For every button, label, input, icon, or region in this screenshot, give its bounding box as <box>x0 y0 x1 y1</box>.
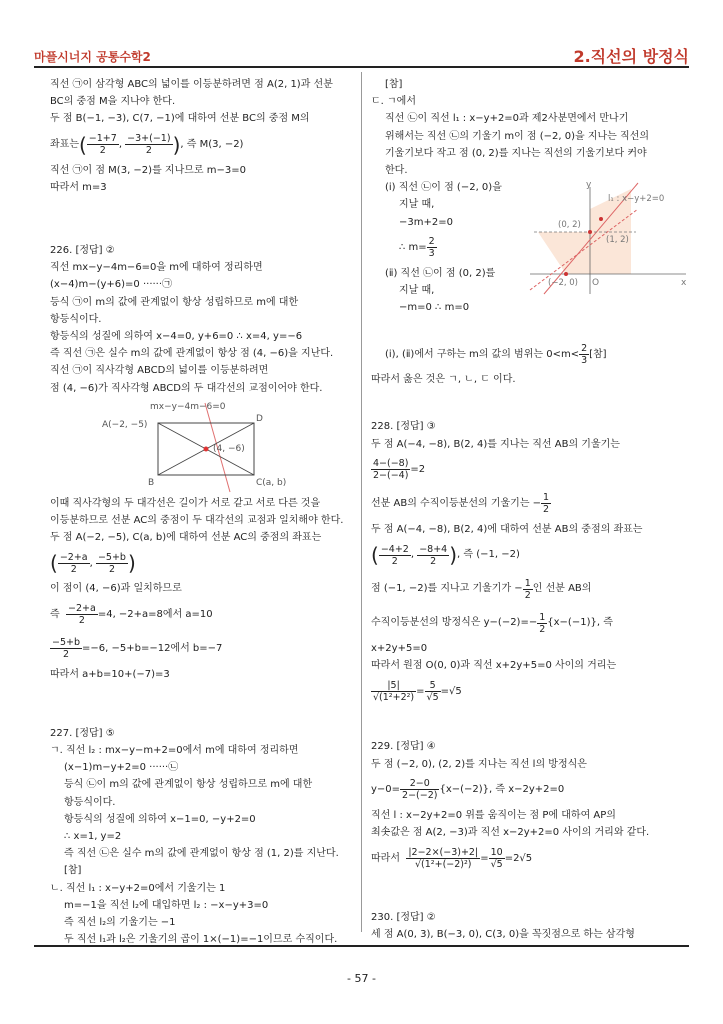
text-line: 즉 직선 ㉠은 실수 m의 값에 관계없이 항상 점 (4, −6)을 지난다. <box>50 348 334 360</box>
text-line: 지날 때, <box>399 199 435 211</box>
case1-result: ∴ m= $\frac{2}{3}$ <box>399 236 435 260</box>
text-line: m=−1을 직선 l₂에 대입하면 l₂ : −x−y+3=0 <box>64 899 269 911</box>
text-line: 따라서 옳은 것은 ㄱ, ㄴ, ㄷ 이다. <box>371 374 516 386</box>
text-line: 기울기보다 작고 점 (0, 2)를 지나는 직선의 기울기보다 커야 <box>385 147 647 159</box>
text-line: 항등식이다. <box>64 796 116 808</box>
point-12 <box>599 217 603 221</box>
text-line: [참] <box>64 865 82 877</box>
center-point <box>204 446 209 451</box>
fraction: $\frac{2-0}{2-(-2)}$ <box>402 778 438 802</box>
text-line: 항등식의 성질에 의하여 x−1=0, −y+2=0 <box>64 813 256 825</box>
fraction: $\frac{-3+(-1)}{2}$ <box>127 133 171 157</box>
label-center: (4, −6) <box>213 443 245 454</box>
text-line: 직선 ㉡이 직선 l₁ : x−y+2=0과 제2사분면에서 만나기 <box>385 113 629 125</box>
text-line: 항등식이다. <box>50 313 102 325</box>
text-line: 두 점 (−2, 0), (2, 2)를 지나는 직선 l의 방정식은 <box>371 758 587 770</box>
text-line: 직선 ㉠이 직사각형 ABCD의 넓이를 이등분하려면 <box>50 365 269 377</box>
page-number: - 57 - <box>347 972 376 985</box>
label-y: y <box>586 180 592 191</box>
text-line: 등식 ㉠이 m의 값에 관계없이 항상 성립하므로 m에 대한 <box>50 296 299 308</box>
fraction: $\frac{-8+4}{2}$ <box>419 543 448 567</box>
text-line: 두 점 B(−1, −3), C(7, −1)에 대하여 선분 BC의 중점 M의 <box>50 113 310 125</box>
ac-midpoint: ( $\frac{-2+a}{2}$ , $\frac{-5+b}{2}$ ) <box>50 551 136 576</box>
label-c: C(a, b) <box>256 477 287 488</box>
label-d: D <box>256 413 263 424</box>
line-through-midpoint: 점 (−1, −2)를 지나고 기울기가 − $\frac{1}{2}$ 인 선분 AB의 <box>371 577 592 601</box>
header-right-title: 2.직선의 방정식 <box>573 47 689 66</box>
fraction: $\frac{-2+a}{2}$ <box>59 551 88 575</box>
point-02 <box>588 230 592 234</box>
text-line: 따라서 m=3 <box>50 181 107 193</box>
line-l-eq: y−0= $\frac{2-0}{2-(-2)}$ {x−(−2)}, 즉 x−2y+2=0 <box>371 778 565 802</box>
midpoint-equation: 좌표는 ( $\frac{-1+7}{2}$ , $\frac{-3+(-1)}{2}$ ) , 즉 M(3, −2) <box>50 132 244 157</box>
range-result: (ⅰ), (ⅱ)에서 구하는 m의 값의 범위는 0<m< $\frac{2}{3}$ [참] <box>385 342 607 366</box>
header-left-title: 마플시너지 공통수학2 <box>34 50 151 64</box>
text-line: (ⅱ) 직선 ㉡이 점 (0, 2)를 <box>385 267 496 279</box>
fraction: $\frac{1}{2}$ <box>543 492 550 516</box>
label-m20: (−2, 0) <box>548 278 578 289</box>
text-line: 세 점 A(0, 3), B(−3, 0), C(3, 0)을 꼭짓점으로 하는 삼각형 <box>371 929 635 941</box>
text-line: 항등식의 성질에 의하여 x−4=0, y+6=0 ∴ x=4, y=−6 <box>50 331 303 343</box>
text-line: ㄴ. 직선 l₁ : x−y+2=0에서 기울기는 1 <box>50 882 226 894</box>
fig-equation: mx−y−4m−6=0 <box>150 401 226 412</box>
text-line: −3m+2=0 <box>399 216 453 228</box>
fraction: $\frac{-2+a}{2}$ <box>68 603 96 627</box>
problem-230-title: 230. [정답] ② <box>371 912 436 924</box>
text-line: ㄷ. ㄱ에서 <box>371 96 416 108</box>
fraction: $\frac{5}{√5}$ <box>426 679 439 703</box>
fraction: $\frac{-1+7}{2}$ <box>88 133 117 157</box>
problem-228-title: 228. [정답] ③ <box>371 421 436 433</box>
text-line: (ⅰ) 직선 ㉡이 점 (−2, 0)을 <box>385 182 502 194</box>
label-x: x <box>681 278 687 289</box>
coordinate-graph <box>526 179 691 299</box>
fraction: $\frac{|2-2\times(-3)+2|}{\text{√(1²+(−2)²)}}$ <box>408 846 479 870</box>
fraction: $\frac{10}{√5}$ <box>490 846 503 870</box>
label-12: (1, 2) <box>606 235 629 246</box>
text-line: 직선 l : x−2y+2=0 위를 움직이는 점 P에 대하여 AP의 <box>371 809 616 821</box>
min-distance: 따라서 $\frac{|2-2\times(-3)+2|}{\text{√(1²+(−2)²)}}$ = $\frac{10}{√5}$ =2√5 <box>371 846 533 870</box>
text-line: 이등분하므로 선분 AC의 중점이 두 대각선의 교점과 일치해야 한다. <box>50 515 344 527</box>
text-line: 지날 때, <box>399 285 435 297</box>
perp-slope: 선분 AB의 수직이등분선의 기울기는 − $\frac{1}{2}$ <box>371 492 550 516</box>
rectangle-figure <box>50 397 350 495</box>
text-line: [참] <box>385 79 403 90</box>
text-line: 이때 직사각형의 두 대각선은 길이가 서로 같고 서로 다른 것을 <box>50 497 321 509</box>
text-line: x+2y+5=0 <box>371 643 428 655</box>
text-line: 두 직선 l₁과 l₂은 기울기의 곱이 1×(−1)=−1이므로 수직이다. <box>64 934 338 946</box>
fraction: $\frac{2}{3}$ <box>428 236 435 260</box>
text-line: ∴ x=1, y=2 <box>64 831 122 843</box>
text-line: 즉 직선 l₂의 기울기는 −1 <box>64 917 176 929</box>
fraction: $\frac{4-(-8)}{2-(-4)}$ <box>373 458 409 482</box>
fraction: $\frac{1}{2}$ <box>539 611 546 635</box>
text-line: 이 점이 (4, −6)과 일치하므로 <box>50 583 182 595</box>
label-o: O <box>592 278 600 289</box>
text-line: 등식 ㉡이 m의 값에 관계없이 항상 성립하므로 m에 대한 <box>64 779 313 791</box>
text-line: 한다. <box>385 165 408 177</box>
text-line: 위해서는 직선 ㉡의 기울기 m이 점 (−2, 0)을 지나는 직선의 <box>385 130 649 142</box>
fraction: $\frac{-4+2}{2}$ <box>380 543 409 567</box>
left-column <box>50 76 350 949</box>
fraction: $\frac{1}{2}$ <box>524 577 531 601</box>
text-line: 직선 ㉠이 점 M(3, −2)를 지나므로 m−3=0 <box>50 164 246 176</box>
label-a: A(−2, −5) <box>102 419 148 430</box>
label-02: (0, 2) <box>558 220 581 231</box>
text-line: 따라서 원점 O(0, 0)과 직선 x+2y+5=0 사이의 거리는 <box>371 660 617 672</box>
slope-ab: $\frac{4-(-8)}{2-(-4)}$ =2 <box>373 458 426 482</box>
text-line: 두 점 A(−4, −8), B(2, 4)를 지나는 직선 AB의 기울기는 <box>371 438 620 450</box>
problem-227-title: 227. [정답] ⑤ <box>50 727 115 739</box>
fraction: $\frac{-5+b}{2}$ <box>97 551 126 575</box>
fraction: $\frac{2}{3}$ <box>581 342 588 366</box>
text-line: −m=0 ∴ m=0 <box>399 302 470 314</box>
text-line: (x−4)m−(y+6)=0 ······㉠ <box>50 279 173 291</box>
fraction: $\frac{|5|}{\text{√(1²+2²)}}$ <box>373 679 415 703</box>
ab-midpoint: ( $\frac{-4+2}{2}$ , $\frac{-8+4}{2}$ ) , 즉 (−1, −2) <box>371 543 520 568</box>
equation-b: $\frac{-5+b}{2}$ =−6, −5+b=−12에서 b=−7 <box>52 637 223 661</box>
problem-226-title: 226. [정답] ② <box>50 245 115 257</box>
fraction: $\frac{-5+b}{2}$ <box>52 637 80 661</box>
text-line: 즉 직선 ㉡은 실수 m의 값에 관계없이 항상 점 (1, 2)를 지난다. <box>64 848 339 860</box>
text-line: 최솟값은 점 A(2, −3)과 직선 x−2y+2=0 사이의 거리와 같다. <box>371 827 650 839</box>
rectangle-diagram <box>50 397 350 495</box>
problem-229-title: 229. [정답] ④ <box>371 741 436 753</box>
label-b: B <box>148 477 155 488</box>
text-line: 직선 mx−y−4m−6=0을 m에 대하여 정리하면 <box>50 262 263 274</box>
text-line: (x−1)m−y+2=0 ······㉡ <box>64 762 179 774</box>
distance-result: $\frac{|5|}{\text{√(1²+2²)}}$ = $\frac{5}{√5}$ =√5 <box>373 679 462 703</box>
point-m20 <box>564 272 568 276</box>
perp-bisector-eq: 수직이등분선의 방정식은 y−(−2)=− $\frac{1}{2}$ {x−(−1)}, 즉 <box>371 611 613 635</box>
text-line: 두 점 A(−2, −5), C(a, b)에 대하여 선분 AC의 중점의 좌표는 <box>50 532 322 544</box>
text-line: 두 점 A(−4, −8), B(2, 4)에 대하여 선분 AB의 중점의 좌표는 <box>371 523 643 535</box>
label-l1: l₁ : x−y+2=0 <box>608 194 665 205</box>
right-column <box>371 76 691 944</box>
text-line: BC의 중점 M을 지나야 한다. <box>50 96 176 108</box>
text-line: 따라서 a+b=10+(−7)=3 <box>50 668 170 680</box>
header-rule <box>34 66 689 68</box>
case-block <box>371 179 691 337</box>
text-line: ㄱ. 직선 l₂ : mx−y−m+2=0에서 m에 대하여 정리하면 <box>50 745 299 757</box>
text-line: 직선 ㉠이 삼각형 ABC의 넓이를 이등분하려면 점 A(2, 1)과 선분 <box>50 79 333 90</box>
footer-rule <box>34 945 689 947</box>
text-line: 점 (4, −6)가 직사각형 ABCD의 두 대각선의 교점이어야 한다. <box>50 382 323 394</box>
equation-a: 즉 $\frac{-2+a}{2}$ =4, −2+a=8에서 a=10 <box>50 603 213 627</box>
column-divider <box>361 72 362 932</box>
